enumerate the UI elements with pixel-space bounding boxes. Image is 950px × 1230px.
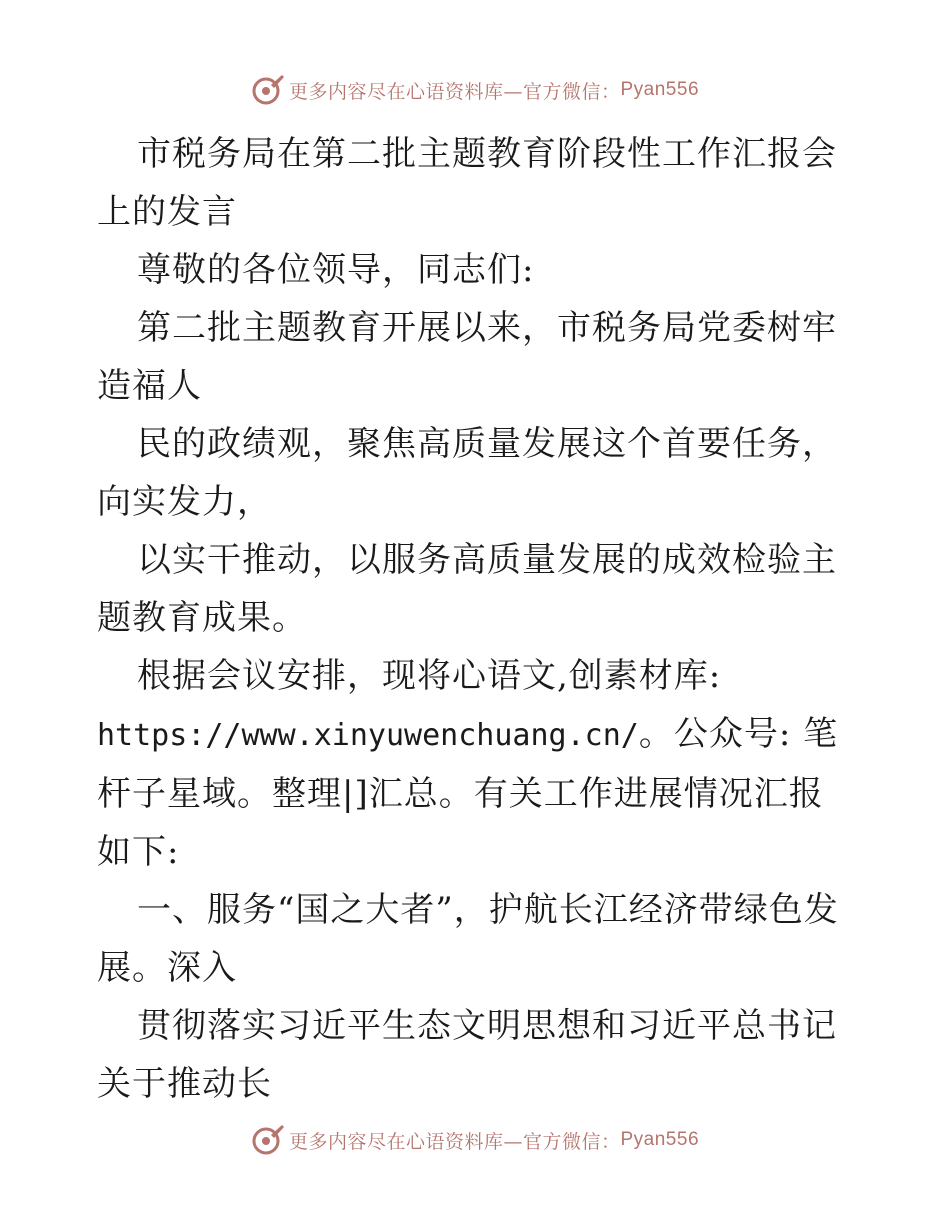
watermark-text: 更多内容尽在心语资料库—官方微信：	[288, 1130, 621, 1153]
paragraph: 民的政绩观，聚焦高质量发展这个首要任务，向实发力，	[97, 424, 837, 522]
watermark-text: 更多内容尽在心语资料库—官方微信：	[288, 80, 621, 103]
document-title: 市税务局在第二批主题教育阶段性工作汇报会上的发言	[97, 134, 837, 232]
paragraph-text: 。公众号: 笔杆子星域。整理|]汇总。有关工作进展情况汇报如下:	[97, 714, 839, 872]
watermark-header	[0, 70, 950, 110]
watermark-handle: Pyan556	[620, 1129, 700, 1150]
watermark-footer	[0, 1120, 950, 1160]
salutation: 尊敬的各位领导，同志们:	[137, 250, 535, 290]
paragraph-with-url	[97, 705, 857, 881]
section-heading: 一、服务“国之大者”，护航长江经济带绿色发展。深入	[97, 890, 839, 988]
paragraph: 贯彻落实习近平生态文明思想和习近平总书记关于推动长	[97, 1006, 837, 1104]
paragraph: 以实干推动，以服务高质量发展的成效检验主题教育成果。	[97, 540, 837, 638]
pen-logo-icon	[251, 1123, 285, 1157]
paragraph: 第二批主题教育开展以来，市税务局党委树牢造福人	[97, 308, 837, 406]
document-body	[97, 125, 857, 1113]
watermark-handle: Pyan556	[620, 79, 700, 100]
source-url: https://www.xinyuwenchuang.cn/	[97, 718, 639, 753]
paragraph: 根据会议安排，现将心语文,创素材库:	[137, 656, 722, 696]
pen-logo-icon	[251, 73, 285, 107]
